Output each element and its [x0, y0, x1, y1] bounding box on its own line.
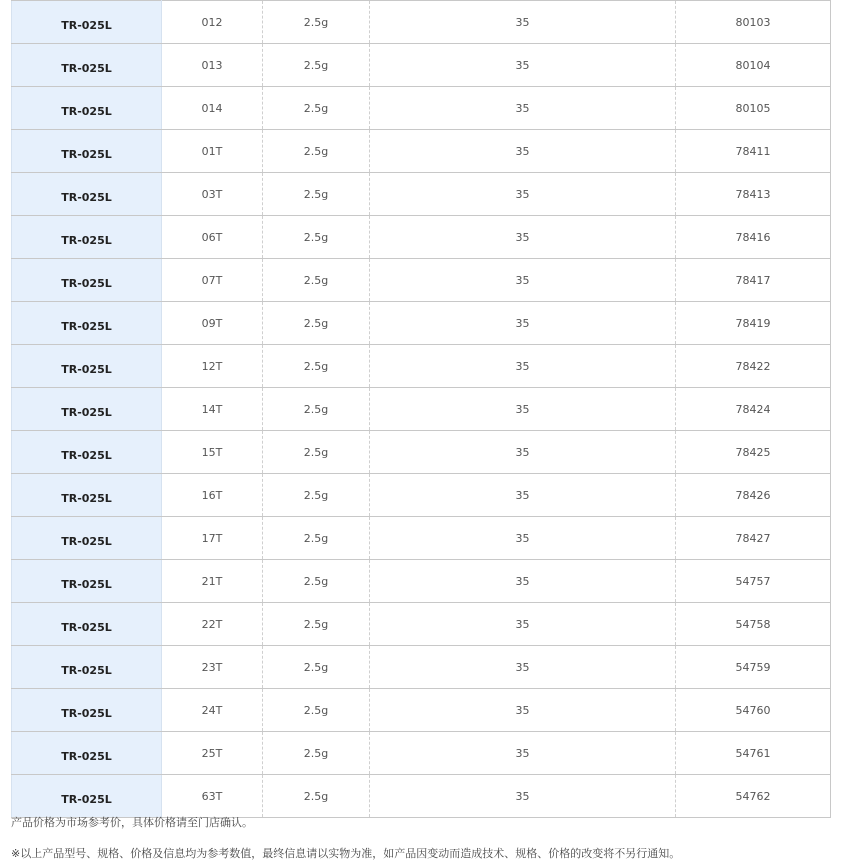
table-row — [12, 216, 831, 259]
quantity-cell: 35 — [370, 216, 676, 259]
weight-cell: 2.5g — [263, 560, 370, 603]
item-number-cell: 78413 — [676, 173, 831, 216]
code-cell: 01T — [162, 130, 263, 173]
item-number-cell: 78417 — [676, 259, 831, 302]
weight-cell: 2.5g — [263, 431, 370, 474]
table-row — [12, 646, 831, 689]
quantity-cell: 35 — [370, 732, 676, 775]
quantity-cell: 35 — [370, 517, 676, 560]
weight-cell: 2.5g — [263, 259, 370, 302]
code-cell: 21T — [162, 560, 263, 603]
model-cell: TR-025L — [12, 87, 162, 130]
model-cell: TR-025L — [12, 302, 162, 345]
item-number-cell: 54761 — [676, 732, 831, 775]
table-row — [12, 173, 831, 216]
code-cell: 16T — [162, 474, 263, 517]
quantity-cell: 35 — [370, 775, 676, 818]
code-cell: 17T — [162, 517, 263, 560]
table-row — [12, 302, 831, 345]
item-number-cell: 54757 — [676, 560, 831, 603]
quantity-cell: 35 — [370, 173, 676, 216]
weight-cell: 2.5g — [263, 689, 370, 732]
code-cell: 24T — [162, 689, 263, 732]
weight-cell: 2.5g — [263, 388, 370, 431]
code-cell: 09T — [162, 302, 263, 345]
model-cell: TR-025L — [12, 732, 162, 775]
model-cell: TR-025L — [12, 259, 162, 302]
quantity-cell: 35 — [370, 689, 676, 732]
disclaimer-note: ※以上产品型号、规格、价格及信息均为参考数值，最终信息请以实物为准，如产品因变动而造成技术、规格、价格的改变将不另行通知。 — [11, 847, 681, 860]
item-number-cell: 54758 — [676, 603, 831, 646]
item-number-cell: 78411 — [676, 130, 831, 173]
quantity-cell: 35 — [370, 1, 676, 44]
table-row — [12, 130, 831, 173]
item-number-cell: 78426 — [676, 474, 831, 517]
quantity-cell: 35 — [370, 87, 676, 130]
table-row — [12, 87, 831, 130]
code-cell: 15T — [162, 431, 263, 474]
quantity-cell: 35 — [370, 646, 676, 689]
item-number-cell: 54759 — [676, 646, 831, 689]
quantity-cell: 35 — [370, 560, 676, 603]
product-table — [11, 0, 831, 818]
item-number-cell: 54762 — [676, 775, 831, 818]
weight-cell: 2.5g — [263, 732, 370, 775]
code-cell: 14T — [162, 388, 263, 431]
model-cell: TR-025L — [12, 44, 162, 87]
code-cell: 22T — [162, 603, 263, 646]
weight-cell: 2.5g — [263, 345, 370, 388]
item-number-cell: 54760 — [676, 689, 831, 732]
weight-cell: 2.5g — [263, 775, 370, 818]
code-cell: 63T — [162, 775, 263, 818]
code-cell: 012 — [162, 1, 263, 44]
quantity-cell: 35 — [370, 259, 676, 302]
model-cell: TR-025L — [12, 388, 162, 431]
price-note: 产品价格为市场参考价，具体价格请至门店确认。 — [11, 816, 253, 829]
table-row — [12, 603, 831, 646]
table-row — [12, 259, 831, 302]
model-cell: TR-025L — [12, 560, 162, 603]
quantity-cell: 35 — [370, 44, 676, 87]
model-cell: TR-025L — [12, 474, 162, 517]
table-row — [12, 1, 831, 44]
item-number-cell: 80103 — [676, 1, 831, 44]
table-row — [12, 560, 831, 603]
product-table-body — [12, 1, 831, 818]
model-cell: TR-025L — [12, 1, 162, 44]
weight-cell: 2.5g — [263, 517, 370, 560]
item-number-cell: 78416 — [676, 216, 831, 259]
weight-cell: 2.5g — [263, 474, 370, 517]
quantity-cell: 35 — [370, 431, 676, 474]
code-cell: 23T — [162, 646, 263, 689]
model-cell: TR-025L — [12, 517, 162, 560]
item-number-cell: 78427 — [676, 517, 831, 560]
model-cell: TR-025L — [12, 431, 162, 474]
table-row — [12, 345, 831, 388]
quantity-cell: 35 — [370, 603, 676, 646]
item-number-cell: 80105 — [676, 87, 831, 130]
item-number-cell: 80104 — [676, 44, 831, 87]
model-cell: TR-025L — [12, 603, 162, 646]
weight-cell: 2.5g — [263, 130, 370, 173]
model-cell: TR-025L — [12, 689, 162, 732]
model-cell: TR-025L — [12, 345, 162, 388]
quantity-cell: 35 — [370, 130, 676, 173]
weight-cell: 2.5g — [263, 173, 370, 216]
quantity-cell: 35 — [370, 345, 676, 388]
code-cell: 03T — [162, 173, 263, 216]
table-row — [12, 517, 831, 560]
code-cell: 06T — [162, 216, 263, 259]
model-cell: TR-025L — [12, 775, 162, 818]
code-cell: 013 — [162, 44, 263, 87]
code-cell: 014 — [162, 87, 263, 130]
table-row — [12, 388, 831, 431]
table-row — [12, 474, 831, 517]
item-number-cell: 78422 — [676, 345, 831, 388]
table-row — [12, 775, 831, 818]
model-cell: TR-025L — [12, 216, 162, 259]
table-row — [12, 732, 831, 775]
weight-cell: 2.5g — [263, 302, 370, 345]
weight-cell: 2.5g — [263, 44, 370, 87]
item-number-cell: 78424 — [676, 388, 831, 431]
code-cell: 25T — [162, 732, 263, 775]
model-cell: TR-025L — [12, 173, 162, 216]
model-cell: TR-025L — [12, 646, 162, 689]
weight-cell: 2.5g — [263, 603, 370, 646]
code-cell: 12T — [162, 345, 263, 388]
weight-cell: 2.5g — [263, 646, 370, 689]
quantity-cell: 35 — [370, 302, 676, 345]
table-row — [12, 44, 831, 87]
weight-cell: 2.5g — [263, 87, 370, 130]
weight-cell: 2.5g — [263, 1, 370, 44]
product-table-container — [11, 0, 830, 818]
item-number-cell: 78419 — [676, 302, 831, 345]
weight-cell: 2.5g — [263, 216, 370, 259]
item-number-cell: 78425 — [676, 431, 831, 474]
quantity-cell: 35 — [370, 388, 676, 431]
code-cell: 07T — [162, 259, 263, 302]
model-cell: TR-025L — [12, 130, 162, 173]
table-row — [12, 689, 831, 732]
quantity-cell: 35 — [370, 474, 676, 517]
table-row — [12, 431, 831, 474]
